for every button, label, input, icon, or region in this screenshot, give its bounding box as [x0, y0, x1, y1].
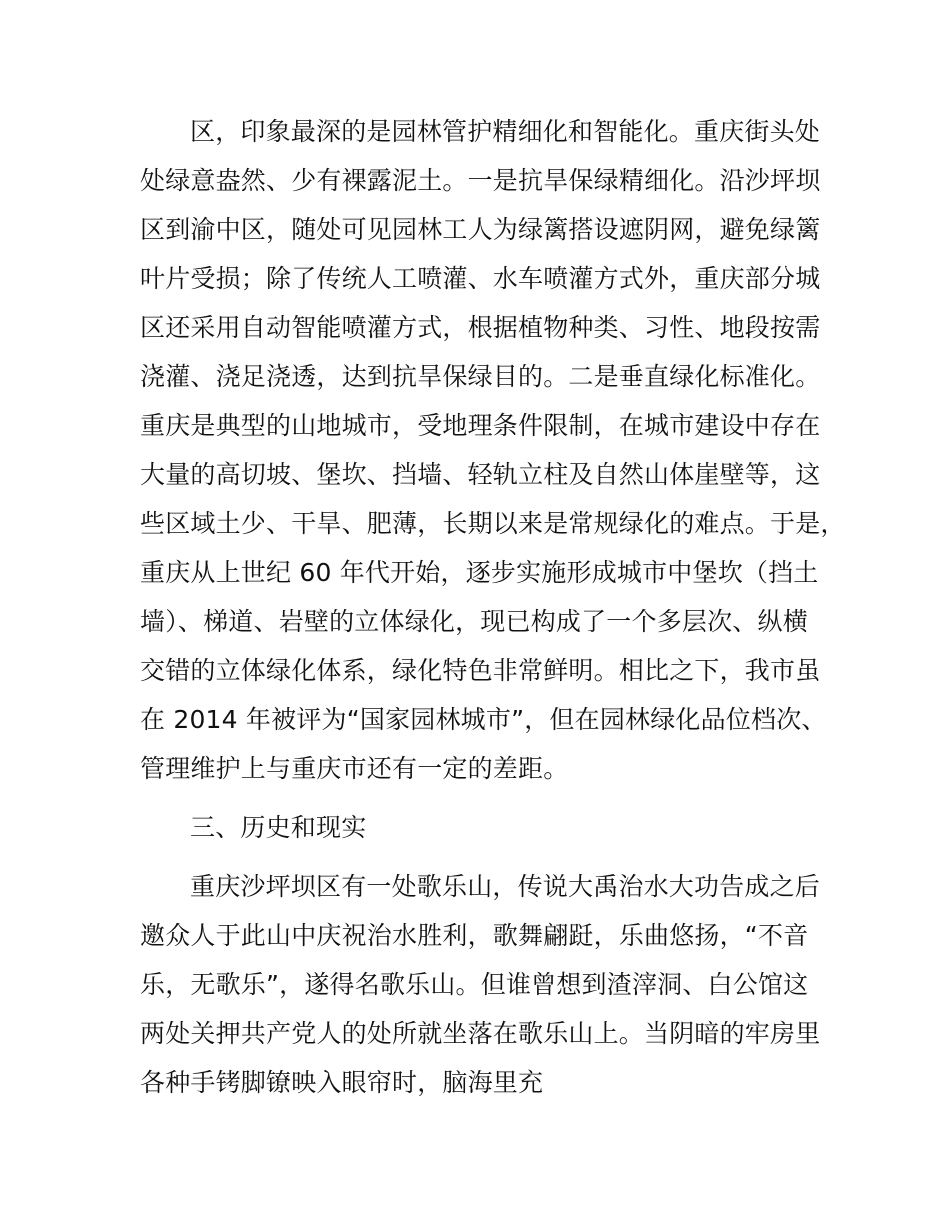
text-line: 交错的立体绿化体系，绿化特色非常鲜明。相比之下，我市虽 [140, 656, 821, 685]
text-line: 乐，无歌乐”，遂得名歌乐山。但谁曾想到渣滓洞、白公馆这 [140, 970, 809, 999]
text-line: 重庆从上世纪 60 年代开始，逐步实施形成城市中堡坎（挡土 [140, 558, 819, 587]
text-line: 区，印象最深的是园林管护精细化和智能化。重庆街头处 [190, 117, 821, 146]
text-line: 邀众人于此山中庆祝治水胜利，歌舞翩跹，乐曲悠扬，“不音 [140, 921, 809, 950]
text-line: 墙）、梯道、岩壁的立体绿化，现已构成了一个多层次、纵横 [140, 607, 808, 636]
text-line: 叶片受损；除了传统人工喷灌、水车喷灌方式外，重庆部分城 [140, 264, 821, 293]
text-line: 两处关押共产党人的处所就坐落在歌乐山上。当阴暗的牢房里 [140, 1019, 821, 1048]
text-line: 区到渝中区，随处可见园林工人为绿篱搭设遮阴网，避免绿篱 [140, 215, 821, 244]
text-line: 处绿意盎然、少有裸露泥土。一是抗旱保绿精细化。沿沙坪坝 [140, 166, 821, 195]
section-heading: 三、历史和现实 [190, 813, 367, 842]
text-line: 重庆是典型的山地城市，受地理条件限制，在城市建设中存在 [140, 411, 821, 440]
text-line: 些区域土少、干旱、肥薄，长期以来是常规绿化的难点。于是， [140, 509, 846, 538]
text-line: 浇灌、浇足浇透，达到抗旱保绿目的。二是垂直绿化标准化。 [140, 362, 821, 391]
text-line: 在 2014 年被评为“国家园林城市”，但在园林绿化品位档次、 [140, 705, 827, 734]
text-line: 各种手铐脚镣映入眼帘时，脑海里充 [140, 1068, 544, 1097]
text-line: 区还采用自动智能喷灌方式，根据植物种类、习性、地段按需 [140, 313, 821, 342]
text-line: 管理维护上与重庆市还有一定的差距。 [140, 754, 569, 783]
text-line: 重庆沙坪坝区有一处歌乐山，传说大禹治水大功告成之后 [190, 872, 821, 901]
text-line: 大量的高切坡、堡坎、挡墙、轻轨立柱及自然山体崖壁等，这 [140, 460, 821, 489]
